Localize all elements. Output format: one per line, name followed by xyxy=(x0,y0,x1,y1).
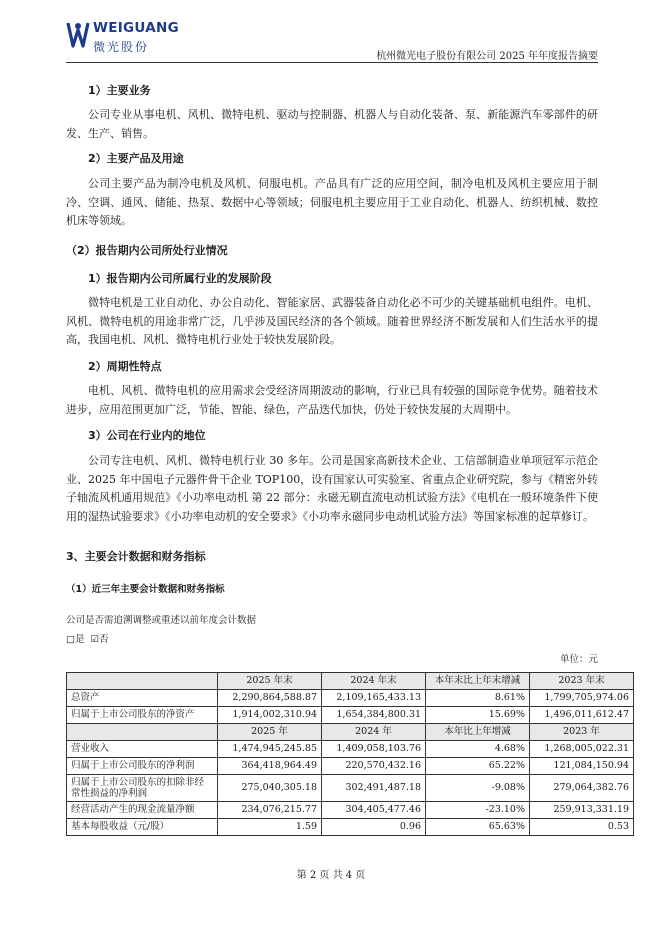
main-products-heading: 2）主要产品及用途 xyxy=(88,152,184,165)
cyclicality-paragraph: 电机、风机、微特电机的应用需求会受经济周期波动的影响，行业已具有较强的国际竞争优势。随着技术进步，应用范围更加广泛，节能、智能、绿色，产品迭代加快，仍处于较快发展的大周期中。 xyxy=(66,384,598,416)
table-header-row-yearend xyxy=(67,673,634,690)
table-cell: 1,268,005,022.31 xyxy=(530,741,634,758)
table-cell: 65.63% xyxy=(426,819,530,836)
table-cell: 2,109,165,433.13 xyxy=(322,690,426,707)
table-row-label: 归属于上市公司股东的扣除非经常性损益的净利润 xyxy=(67,775,218,802)
table-header-cell: 2025 年末 xyxy=(218,673,322,690)
restatement-options xyxy=(66,631,109,649)
table-cell: -23.10% xyxy=(426,802,530,819)
main-business-heading: 1）主要业务 xyxy=(88,84,151,97)
table-header-cell: 2023 年末 xyxy=(530,673,634,690)
table-row-label: 经营活动产生的现金流量净额 xyxy=(67,802,218,819)
table-cell: 364,418,964.49 xyxy=(218,758,322,775)
industry-position-paragraph: 公司专注电机、风机、微特电机行业 30 多年。公司是国家高新技术企业、工信部制造业单项冠军示范企业、2025 年中国电子元器件骨干企业 TOP100，设有国家认可实验室、省重点企业研究院，参与《精密外转子轴流风机通用规范》《小功率电动机 第 22 部分：永磁无刷直流电动机试验方法》《电机在一般环境条件下使用的湿热试验要求》《小功率电动机的安全要求》《小功率永磁同步电动机试验方法》等国家标准的起草修订。 xyxy=(66,454,598,523)
three-year-data-heading: （1）近三年主要会计数据和财务指标 xyxy=(66,584,225,595)
table-cell: 220,570,432.16 xyxy=(322,758,426,775)
header-divider xyxy=(66,62,598,63)
table-cell: 15.69% xyxy=(426,707,530,724)
restatement-no-checkbox[interactable]: ☑否 xyxy=(90,634,109,645)
table-row xyxy=(67,690,634,707)
table-row-label: 归属于上市公司股东的净利润 xyxy=(67,758,218,775)
accounting-data-heading: 3、主要会计数据和财务指标 xyxy=(66,550,206,563)
table-cell: 279,064,382.76 xyxy=(530,775,634,802)
table-cell: 1,409,058,103.76 xyxy=(322,741,426,758)
table-cell: 1,799,705,974.06 xyxy=(530,690,634,707)
table-row-label: 归属于上市公司股东的净资产 xyxy=(67,707,218,724)
unit-label: 单位：元 xyxy=(559,654,598,665)
table-cell: 275,040,305.18 xyxy=(218,775,322,802)
table-row-label: 营业收入 xyxy=(67,741,218,758)
table-row xyxy=(67,802,634,819)
table-row xyxy=(67,741,634,758)
restatement-yes-checkbox[interactable]: □是 xyxy=(66,634,85,645)
table-row xyxy=(67,819,634,836)
table-header-cell: 本年比上年增减 xyxy=(426,724,530,741)
document-header-title: 杭州微光电子股份有限公司 2025 年年度报告摘要 xyxy=(376,51,598,62)
cyclicality-heading: 2）周期性特点 xyxy=(88,360,162,373)
table-cell: 4.68% xyxy=(426,741,530,758)
table-cell: 234,076,215.77 xyxy=(218,802,322,819)
table-cell: 0.53 xyxy=(530,819,634,836)
industry-position-heading: 3）公司在行业内的地位 xyxy=(88,429,206,442)
table-cell: 8.61% xyxy=(426,690,530,707)
restatement-question: 公司是否需追溯调整或重述以前年度会计数据 xyxy=(66,615,257,626)
weiguang-logo-icon xyxy=(66,20,90,50)
logo-english-name: WEIGUANG xyxy=(93,20,179,36)
logo-chinese-name: 微光股份 xyxy=(93,40,150,54)
table-cell: 2,290,864,588.87 xyxy=(218,690,322,707)
main-products-paragraph: 公司主要产品为制冷电机及风机、伺服电机。产品具有广泛的应用空间，制冷电机及风机主要应用于制冷、空调、通风、储能、热泵、数据中心等领域；伺服电机主要应用于工业自动化、机器人、纺织机械、数控机床等领域。 xyxy=(66,177,598,227)
table-cell: 1,474,945,245.85 xyxy=(218,741,322,758)
table-row xyxy=(67,758,634,775)
table-cell: 65.22% xyxy=(426,758,530,775)
table-cell: 1,654,384,800.31 xyxy=(322,707,426,724)
table-header-cell xyxy=(67,673,218,690)
table-cell: 259,913,331.19 xyxy=(530,802,634,819)
table-cell: 302,491,487.18 xyxy=(322,775,426,802)
table-cell: 0.96 xyxy=(322,819,426,836)
table-cell: 1.59 xyxy=(218,819,322,836)
table-row xyxy=(67,707,634,724)
table-header-cell: 本年末比上年末增减 xyxy=(426,673,530,690)
development-stage-paragraph: 微特电机是工业自动化、办公自动化、智能家居、武器装备自动化必不可少的关键基础机电组件。电机、风机、微特电机的用途非常广泛，几乎涉及国民经济的各个领域。随着世界经济不断发展和人们生活水平的提高，我国电机、风机、微特电机行业处于较快发展阶段。 xyxy=(66,296,598,346)
table-header-cell: 2025 年 xyxy=(218,724,322,741)
table-header-cell: 2024 年 xyxy=(322,724,426,741)
development-stage-heading: 1）报告期内公司所属行业的发展阶段 xyxy=(88,272,272,285)
page-footer: 第 2 页 共 4 页 xyxy=(296,870,366,881)
table-cell: -9.08% xyxy=(426,775,530,802)
table-cell: 1,914,002,310.94 xyxy=(218,707,322,724)
table-header-cell: 2024 年末 xyxy=(322,673,426,690)
industry-situation-heading: （2）报告期内公司所处行业情况 xyxy=(66,244,228,257)
table-cell: 304,405,477.46 xyxy=(322,802,426,819)
table-row-label: 总资产 xyxy=(67,690,218,707)
table-header-cell xyxy=(67,724,218,741)
main-business-paragraph: 公司专业从事电机、风机、微特电机、驱动与控制器、机器人与自动化装备、泵、新能源汽车零部件的研发、生产、销售。 xyxy=(66,108,598,140)
table-cell: 1,496,011,612.47 xyxy=(530,707,634,724)
table-row xyxy=(67,775,634,802)
table-header-row-year xyxy=(67,724,634,741)
table-cell: 121,084,150.94 xyxy=(530,758,634,775)
table-header-cell: 2023 年 xyxy=(530,724,634,741)
financial-indicators-table xyxy=(66,672,634,836)
company-logo xyxy=(66,20,186,56)
table-row-label: 基本每股收益（元/股） xyxy=(67,819,218,836)
